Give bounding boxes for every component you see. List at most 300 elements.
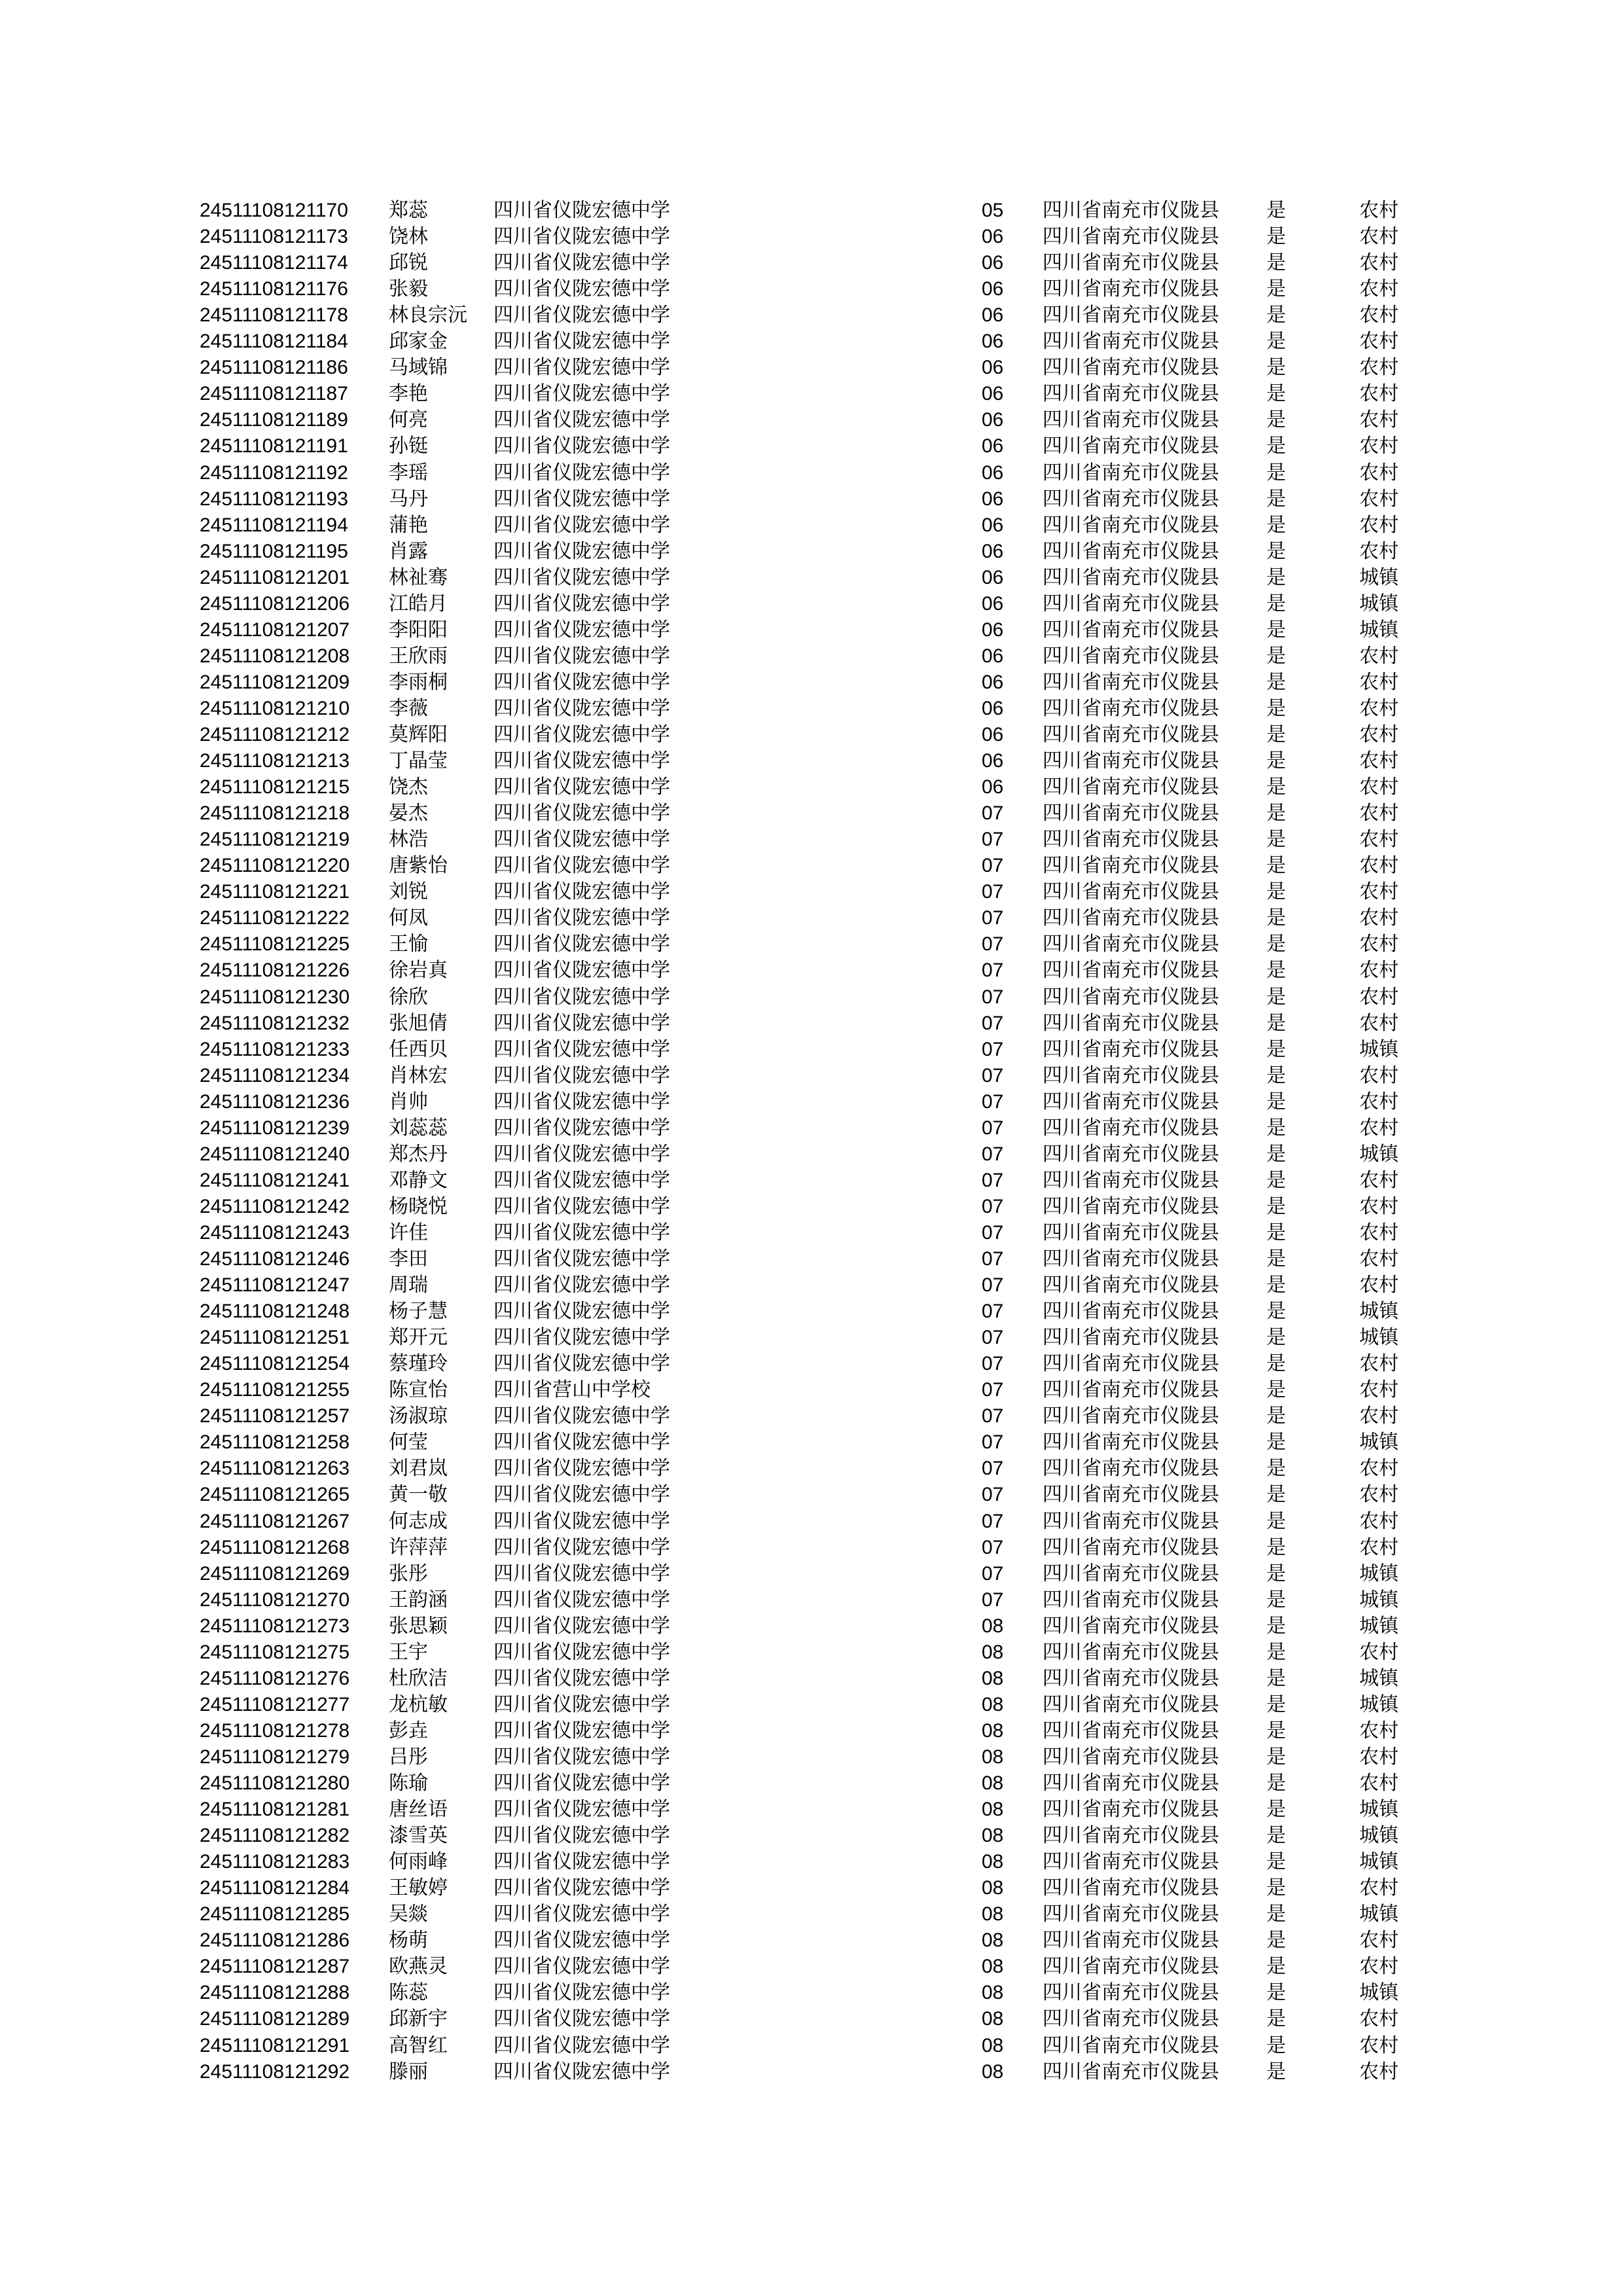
table-row	[0, 565, 1623, 591]
residence-type-cell: 农村	[1359, 1929, 1399, 1952]
class-number-cell: 06	[982, 331, 1004, 352]
flag-yes-cell: 是	[1266, 1038, 1286, 1061]
household-address-cell: 四川省南充市仪陇县	[1043, 382, 1219, 405]
table-row	[0, 1770, 1623, 1797]
school-cell: 四川省仪陇宏德中学	[493, 382, 670, 405]
residence-type-cell: 农村	[1359, 2060, 1399, 2083]
school-cell: 四川省仪陇宏德中学	[493, 906, 670, 929]
flag-yes-cell: 是	[1266, 1981, 1286, 2004]
student-name-cell: 郑开元	[389, 1326, 448, 1349]
household-address-cell: 四川省南充市仪陇县	[1043, 1221, 1219, 1244]
class-number-cell: 07	[982, 1537, 1004, 1558]
household-address-cell: 四川省南充市仪陇县	[1043, 933, 1219, 956]
student-name-cell: 刘蕊蕊	[389, 1117, 448, 1139]
table-row	[0, 198, 1623, 224]
flag-yes-cell: 是	[1266, 225, 1286, 248]
flag-yes-cell: 是	[1266, 1195, 1286, 1218]
residence-type-cell: 城镇	[1359, 1798, 1399, 1821]
student-name-cell: 江皓月	[389, 592, 448, 615]
exam-number-cell: 24511108121178	[200, 304, 348, 326]
flag-yes-cell: 是	[1266, 1012, 1286, 1035]
student-name-cell: 李薇	[389, 697, 428, 720]
exam-number-cell: 24511108121248	[200, 1300, 350, 1322]
student-name-cell: 邓静文	[389, 1169, 448, 1192]
student-name-cell: 郑蕊	[389, 199, 428, 222]
flag-yes-cell: 是	[1266, 802, 1286, 825]
school-cell: 四川省仪陇宏德中学	[493, 540, 670, 563]
residence-type-cell: 农村	[1359, 435, 1399, 457]
school-cell: 四川省仪陇宏德中学	[493, 2034, 670, 2057]
exam-number-cell: 24511108121243	[200, 1222, 350, 1244]
household-address-cell: 四川省南充市仪陇县	[1043, 723, 1219, 746]
class-number-cell: 07	[982, 1274, 1004, 1296]
school-cell: 四川省仪陇宏德中学	[493, 749, 670, 772]
class-number-cell: 07	[982, 1196, 1004, 1217]
school-cell: 四川省仪陇宏德中学	[493, 933, 670, 956]
table-row	[0, 591, 1623, 617]
class-number-cell: 06	[982, 409, 1004, 431]
student-name-cell: 李艳	[389, 382, 428, 405]
household-address-cell: 四川省南充市仪陇县	[1043, 1981, 1219, 2004]
flag-yes-cell: 是	[1266, 408, 1286, 431]
residence-type-cell: 城镇	[1359, 1326, 1399, 1349]
table-row	[0, 1168, 1623, 1194]
flag-yes-cell: 是	[1266, 1772, 1286, 1795]
flag-yes-cell: 是	[1266, 461, 1286, 484]
school-cell: 四川省仪陇宏德中学	[493, 1483, 670, 1506]
residence-type-cell: 农村	[1359, 225, 1399, 248]
flag-yes-cell: 是	[1266, 1300, 1286, 1323]
table-row	[0, 1561, 1623, 1587]
school-cell: 四川省仪陇宏德中学	[493, 1798, 670, 1821]
class-number-cell: 08	[982, 2035, 1004, 2056]
class-number-cell: 06	[982, 567, 1004, 588]
residence-type-cell: 农村	[1359, 1169, 1399, 1192]
school-cell: 四川省仪陇宏德中学	[493, 1510, 670, 1533]
school-cell: 四川省仪陇宏德中学	[493, 1326, 670, 1349]
exam-number-cell: 24511108121186	[200, 357, 348, 378]
school-cell: 四川省仪陇宏德中学	[493, 671, 670, 694]
household-address-cell: 四川省南充市仪陇县	[1043, 749, 1219, 772]
household-address-cell: 四川省南充市仪陇县	[1043, 1012, 1219, 1035]
school-cell: 四川省仪陇宏德中学	[493, 1824, 670, 1847]
residence-type-cell: 农村	[1359, 828, 1399, 851]
student-name-cell: 王愉	[389, 933, 428, 956]
table-row	[0, 1377, 1623, 1403]
table-row	[0, 696, 1623, 722]
residence-type-cell: 农村	[1359, 1117, 1399, 1139]
household-address-cell: 四川省南充市仪陇县	[1043, 1876, 1219, 1899]
household-address-cell: 四川省南充市仪陇县	[1043, 251, 1219, 274]
student-name-cell: 陈宣怡	[389, 1378, 448, 1401]
school-cell: 四川省仪陇宏德中学	[493, 1719, 670, 1742]
class-number-cell: 07	[982, 986, 1004, 1008]
student-name-cell: 杜欣洁	[389, 1667, 448, 1690]
household-address-cell: 四川省南充市仪陇县	[1043, 2007, 1219, 2030]
class-number-cell: 08	[982, 1668, 1004, 1689]
student-name-cell: 李阳阳	[389, 619, 448, 641]
exam-number-cell: 24511108121176	[200, 278, 348, 300]
exam-number-cell: 24511108121251	[200, 1327, 350, 1348]
exam-number-cell: 24511108121192	[200, 462, 348, 484]
class-number-cell: 08	[982, 1772, 1004, 1794]
flag-yes-cell: 是	[1266, 1483, 1286, 1506]
student-name-cell: 漆雪英	[389, 1824, 448, 1847]
exam-number-cell: 24511108121240	[200, 1143, 350, 1165]
household-address-cell: 四川省南充市仪陇县	[1043, 592, 1219, 615]
class-number-cell: 08	[982, 1982, 1004, 2003]
flag-yes-cell: 是	[1266, 488, 1286, 511]
table-row	[0, 1692, 1623, 1718]
class-number-cell: 07	[982, 881, 1004, 903]
table-row	[0, 1299, 1623, 1325]
exam-number-cell: 24511108121258	[200, 1431, 350, 1453]
school-cell: 四川省仪陇宏德中学	[493, 592, 670, 615]
household-address-cell: 四川省南充市仪陇县	[1043, 1772, 1219, 1795]
school-cell: 四川省仪陇宏德中学	[493, 1876, 670, 1899]
student-name-cell: 黄一敬	[389, 1483, 448, 1506]
exam-number-cell: 24511108121246	[200, 1248, 350, 1270]
exam-number-cell: 24511108121209	[200, 672, 350, 693]
residence-type-cell: 农村	[1359, 1195, 1399, 1218]
school-cell: 四川省仪陇宏德中学	[493, 828, 670, 851]
exam-number-cell: 24511108121278	[200, 1720, 350, 1742]
table-row	[0, 1849, 1623, 1875]
household-address-cell: 四川省南充市仪陇县	[1043, 1510, 1219, 1533]
household-address-cell: 四川省南充市仪陇县	[1043, 776, 1219, 798]
student-name-cell: 任西贝	[389, 1038, 448, 1061]
flag-yes-cell: 是	[1266, 356, 1286, 379]
student-name-cell: 张彤	[389, 1562, 428, 1585]
flag-yes-cell: 是	[1266, 540, 1286, 563]
residence-type-cell: 农村	[1359, 1064, 1399, 1087]
household-address-cell: 四川省南充市仪陇县	[1043, 1090, 1219, 1113]
household-address-cell: 四川省南充市仪陇县	[1043, 1326, 1219, 1349]
residence-type-cell: 农村	[1359, 278, 1399, 300]
table-row	[0, 1587, 1623, 1613]
residence-type-cell: 农村	[1359, 199, 1399, 222]
exam-number-cell: 24511108121241	[200, 1170, 350, 1191]
exam-number-cell: 24511108121282	[200, 1825, 350, 1846]
exam-number-cell: 24511108121189	[200, 409, 348, 431]
household-address-cell: 四川省南充市仪陇县	[1043, 1431, 1219, 1454]
class-number-cell: 07	[982, 802, 1004, 824]
flag-yes-cell: 是	[1266, 1274, 1286, 1297]
exam-number-cell: 24511108121193	[200, 488, 348, 510]
residence-type-cell: 农村	[1359, 1247, 1399, 1270]
exam-number-cell: 24511108121230	[200, 986, 350, 1008]
student-name-cell: 王敏婷	[389, 1876, 448, 1899]
household-address-cell: 四川省南充市仪陇县	[1043, 986, 1219, 1009]
flag-yes-cell: 是	[1266, 906, 1286, 929]
table-row	[0, 748, 1623, 774]
student-name-cell: 李田	[389, 1247, 428, 1270]
table-row	[0, 958, 1623, 984]
flag-yes-cell: 是	[1266, 986, 1286, 1009]
student-name-cell: 郑杰丹	[389, 1143, 448, 1166]
flag-yes-cell: 是	[1266, 1850, 1286, 1873]
residence-type-cell: 农村	[1359, 776, 1399, 798]
flag-yes-cell: 是	[1266, 330, 1286, 353]
household-address-cell: 四川省南充市仪陇县	[1043, 1562, 1219, 1585]
class-number-cell: 07	[982, 1511, 1004, 1532]
class-number-cell: 08	[982, 1929, 1004, 1951]
student-name-cell: 马丹	[389, 488, 428, 511]
flag-yes-cell: 是	[1266, 671, 1286, 694]
school-cell: 四川省仪陇宏德中学	[493, 1562, 670, 1585]
table-row	[0, 1063, 1623, 1089]
table-row	[0, 1272, 1623, 1299]
table-row	[0, 1456, 1623, 1482]
class-number-cell: 07	[982, 855, 1004, 876]
household-address-cell: 四川省南充市仪陇县	[1043, 514, 1219, 537]
table-row	[0, 1482, 1623, 1508]
school-cell: 四川省仪陇宏德中学	[493, 1588, 670, 1611]
table-row	[0, 2059, 1623, 2085]
class-number-cell: 08	[982, 2008, 1004, 2030]
household-address-cell: 四川省南充市仪陇县	[1043, 356, 1219, 379]
exam-number-cell: 24511108121222	[200, 907, 350, 929]
exam-number-cell: 24511108121281	[200, 1799, 350, 1820]
class-number-cell: 06	[982, 383, 1004, 404]
household-address-cell: 四川省南充市仪陇县	[1043, 1798, 1219, 1821]
residence-type-cell: 城镇	[1359, 1667, 1399, 1690]
exam-number-cell: 24511108121239	[200, 1117, 350, 1139]
residence-type-cell: 城镇	[1359, 1300, 1399, 1323]
flag-yes-cell: 是	[1266, 619, 1286, 641]
residence-type-cell: 农村	[1359, 2034, 1399, 2057]
residence-type-cell: 农村	[1359, 514, 1399, 537]
residence-type-cell: 城镇	[1359, 1850, 1399, 1873]
school-cell: 四川省仪陇宏德中学	[493, 1117, 670, 1139]
table-row	[0, 1744, 1623, 1770]
class-number-cell: 06	[982, 593, 1004, 615]
class-number-cell: 07	[982, 1589, 1004, 1611]
school-cell: 四川省仪陇宏德中学	[493, 304, 670, 327]
school-cell: 四川省仪陇宏德中学	[493, 1641, 670, 1664]
table-row	[0, 355, 1623, 381]
exam-number-cell: 24511108121257	[200, 1405, 350, 1427]
table-row	[0, 931, 1623, 958]
residence-type-cell: 城镇	[1359, 1824, 1399, 1847]
flag-yes-cell: 是	[1266, 1169, 1286, 1192]
table-row	[0, 1246, 1623, 1272]
flag-yes-cell: 是	[1266, 1903, 1286, 1926]
class-number-cell: 06	[982, 252, 1004, 274]
school-cell: 四川省仪陇宏德中学	[493, 1536, 670, 1559]
class-number-cell: 06	[982, 672, 1004, 693]
school-cell: 四川省仪陇宏德中学	[493, 1746, 670, 1768]
residence-type-cell: 农村	[1359, 1221, 1399, 1244]
exam-number-cell: 24511108121242	[200, 1196, 350, 1217]
class-number-cell: 07	[982, 1170, 1004, 1191]
exam-number-cell: 24511108121276	[200, 1668, 350, 1689]
table-row	[0, 1954, 1623, 1980]
class-number-cell: 08	[982, 1720, 1004, 1742]
residence-type-cell: 农村	[1359, 330, 1399, 353]
flag-yes-cell: 是	[1266, 1378, 1286, 1401]
student-name-cell: 邱锐	[389, 251, 428, 274]
table-row	[0, 1797, 1623, 1823]
class-number-cell: 06	[982, 750, 1004, 772]
school-cell: 四川省仪陇宏德中学	[493, 1090, 670, 1113]
school-cell: 四川省仪陇宏德中学	[493, 1405, 670, 1427]
school-cell: 四川省营山中学校	[493, 1378, 651, 1401]
class-number-cell: 06	[982, 724, 1004, 745]
flag-yes-cell: 是	[1266, 514, 1286, 537]
household-address-cell: 四川省南充市仪陇县	[1043, 1719, 1219, 1742]
flag-yes-cell: 是	[1266, 776, 1286, 798]
flag-yes-cell: 是	[1266, 697, 1286, 720]
table-row	[0, 1220, 1623, 1246]
class-number-cell: 06	[982, 357, 1004, 378]
class-number-cell: 06	[982, 226, 1004, 247]
household-address-cell: 四川省南充市仪陇县	[1043, 2060, 1219, 2083]
student-name-cell: 林祉骞	[389, 566, 448, 589]
residence-type-cell: 城镇	[1359, 1431, 1399, 1454]
student-name-cell: 唐丝语	[389, 1798, 448, 1821]
class-number-cell: 08	[982, 1851, 1004, 1873]
student-name-cell: 滕丽	[389, 2060, 428, 2083]
table-row	[0, 905, 1623, 931]
residence-type-cell: 农村	[1359, 1405, 1399, 1427]
table-row	[0, 329, 1623, 355]
residence-type-cell: 农村	[1359, 1457, 1399, 1480]
flag-yes-cell: 是	[1266, 1929, 1286, 1952]
school-cell: 四川省仪陇宏德中学	[493, 1667, 670, 1690]
school-cell: 四川省仪陇宏德中学	[493, 723, 670, 746]
school-cell: 四川省仪陇宏德中学	[493, 1981, 670, 2004]
household-address-cell: 四川省南充市仪陇县	[1043, 1300, 1219, 1323]
class-number-cell: 06	[982, 698, 1004, 719]
student-name-cell: 何莹	[389, 1431, 428, 1454]
exam-number-cell: 24511108121283	[200, 1851, 350, 1873]
student-name-cell: 晏杰	[389, 802, 428, 825]
exam-number-cell: 24511108121184	[200, 331, 348, 352]
household-address-cell: 四川省南充市仪陇县	[1043, 1641, 1219, 1664]
household-address-cell: 四川省南充市仪陇县	[1043, 1378, 1219, 1401]
table-row	[0, 250, 1623, 276]
student-name-cell: 邱新宇	[389, 2007, 448, 2030]
school-cell: 四川省仪陇宏德中学	[493, 1195, 670, 1218]
residence-type-cell: 农村	[1359, 488, 1399, 511]
table-row	[0, 2006, 1623, 2032]
exam-number-cell: 24511108121277	[200, 1694, 350, 1715]
class-number-cell: 07	[982, 1091, 1004, 1113]
school-cell: 四川省仪陇宏德中学	[493, 1064, 670, 1087]
class-number-cell: 07	[982, 1563, 1004, 1585]
table-row	[0, 276, 1623, 302]
household-address-cell: 四川省南充市仪陇县	[1043, 408, 1219, 431]
residence-type-cell: 农村	[1359, 1746, 1399, 1768]
school-cell: 四川省仪陇宏德中学	[493, 645, 670, 668]
student-name-cell: 高智红	[389, 2034, 448, 2057]
class-number-cell: 08	[982, 1956, 1004, 1977]
household-address-cell: 四川省南充市仪陇县	[1043, 199, 1219, 222]
school-cell: 四川省仪陇宏德中学	[493, 2007, 670, 2030]
table-row	[0, 1115, 1623, 1141]
student-name-cell: 杨萌	[389, 1929, 428, 1952]
household-address-cell: 四川省南充市仪陇县	[1043, 619, 1219, 641]
class-number-cell: 07	[982, 1117, 1004, 1139]
flag-yes-cell: 是	[1266, 2007, 1286, 2030]
class-number-cell: 08	[982, 1799, 1004, 1820]
residence-type-cell: 农村	[1359, 802, 1399, 825]
school-cell: 四川省仪陇宏德中学	[493, 1431, 670, 1454]
table-row	[0, 1325, 1623, 1351]
table-row	[0, 670, 1623, 696]
student-name-cell: 徐岩真	[389, 959, 448, 982]
household-address-cell: 四川省南充市仪陇县	[1043, 1274, 1219, 1297]
student-name-cell: 唐紫怡	[389, 854, 448, 877]
table-row	[0, 722, 1623, 748]
residence-type-cell: 农村	[1359, 382, 1399, 405]
exam-number-cell: 24511108121247	[200, 1274, 350, 1296]
exam-number-cell: 24511108121226	[200, 960, 350, 981]
exam-number-cell: 24511108121275	[200, 1641, 350, 1663]
school-cell: 四川省仪陇宏德中学	[493, 1457, 670, 1480]
flag-yes-cell: 是	[1266, 1405, 1286, 1427]
flag-yes-cell: 是	[1266, 828, 1286, 851]
household-address-cell: 四川省南充市仪陇县	[1043, 1955, 1219, 1978]
flag-yes-cell: 是	[1266, 880, 1286, 903]
household-address-cell: 四川省南充市仪陇县	[1043, 461, 1219, 484]
school-cell: 四川省仪陇宏德中学	[493, 1274, 670, 1297]
residence-type-cell: 农村	[1359, 1955, 1399, 1978]
class-number-cell: 08	[982, 2061, 1004, 2083]
exam-number-cell: 24511108121221	[200, 881, 350, 903]
flag-yes-cell: 是	[1266, 1090, 1286, 1113]
table-row	[0, 1194, 1623, 1220]
student-name-cell: 龙杭敏	[389, 1693, 448, 1716]
class-number-cell: 07	[982, 1013, 1004, 1034]
student-name-cell: 王宇	[389, 1641, 428, 1664]
table-row	[0, 1011, 1623, 1037]
flag-yes-cell: 是	[1266, 382, 1286, 405]
school-cell: 四川省仪陇宏德中学	[493, 1693, 670, 1716]
household-address-cell: 四川省南充市仪陇县	[1043, 906, 1219, 929]
exam-number-cell: 24511108121288	[200, 1982, 350, 2003]
table-row	[0, 407, 1623, 433]
flag-yes-cell: 是	[1266, 2034, 1286, 2057]
student-name-cell: 孙铤	[389, 435, 428, 457]
school-cell: 四川省仪陇宏德中学	[493, 619, 670, 641]
student-name-cell: 王韵涵	[389, 1588, 448, 1611]
class-number-cell: 07	[982, 1458, 1004, 1479]
school-cell: 四川省仪陇宏德中学	[493, 1038, 670, 1061]
school-cell: 四川省仪陇宏德中学	[493, 1955, 670, 1978]
table-row	[0, 1875, 1623, 1901]
table-row	[0, 643, 1623, 670]
residence-type-cell: 农村	[1359, 540, 1399, 563]
class-number-cell: 07	[982, 933, 1004, 955]
student-name-cell: 杨子慧	[389, 1300, 448, 1323]
class-number-cell: 06	[982, 619, 1004, 641]
residence-type-cell: 农村	[1359, 1012, 1399, 1035]
table-row	[0, 800, 1623, 827]
exam-number-cell: 24511108121187	[200, 383, 348, 404]
flag-yes-cell: 是	[1266, 723, 1286, 746]
student-name-cell: 蒲艳	[389, 514, 428, 537]
residence-type-cell: 农村	[1359, 461, 1399, 484]
household-address-cell: 四川省南充市仪陇县	[1043, 435, 1219, 457]
school-cell: 四川省仪陇宏德中学	[493, 1247, 670, 1270]
table-row	[0, 984, 1623, 1011]
table-row	[0, 381, 1623, 407]
class-number-cell: 06	[982, 645, 1004, 667]
student-name-cell: 许佳	[389, 1221, 428, 1244]
flag-yes-cell: 是	[1266, 592, 1286, 615]
